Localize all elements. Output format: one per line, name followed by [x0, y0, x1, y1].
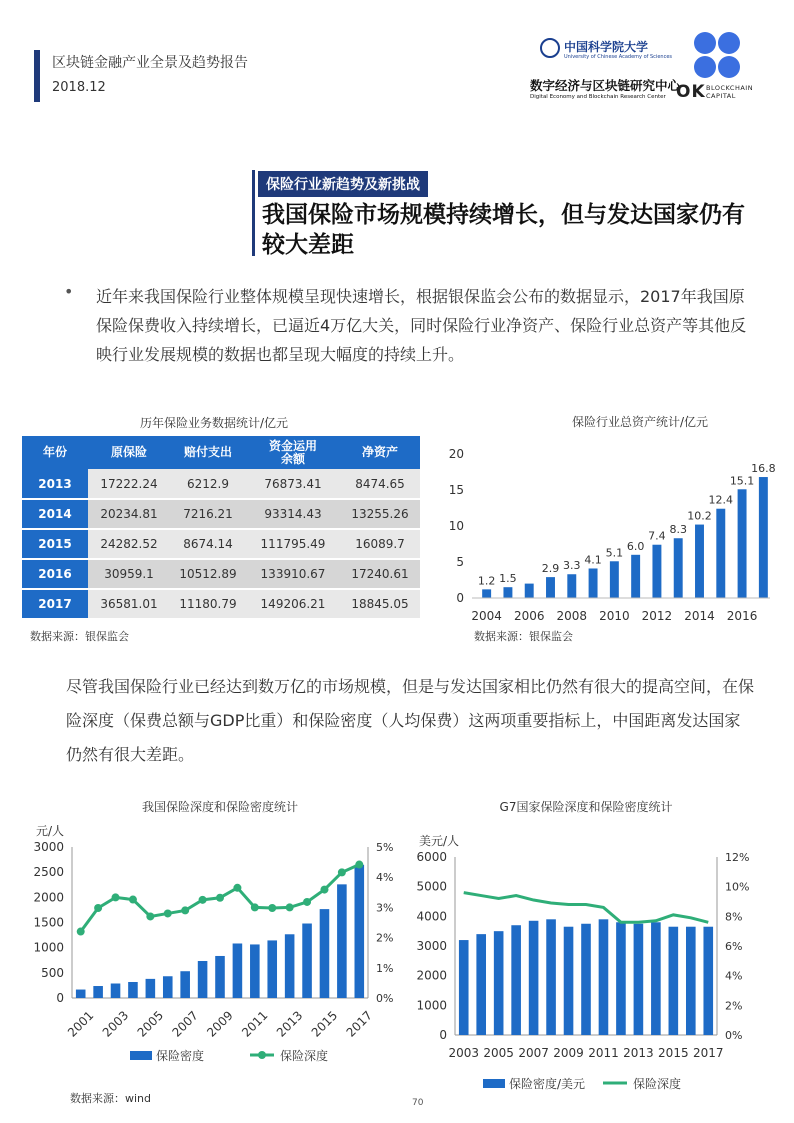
y-tick-label: 2000: [416, 968, 447, 983]
bar: [198, 961, 208, 998]
ok-sub-line2: CAPITAL: [706, 92, 736, 100]
bar: [674, 538, 683, 598]
line-point: [355, 861, 363, 869]
y-tick-label: 5: [456, 555, 464, 569]
y-tick-label: 500: [41, 965, 64, 980]
table-cell: 18845.05: [340, 589, 420, 619]
x-tick-label: 2013: [273, 1008, 306, 1040]
data-label: 12.4: [708, 493, 734, 507]
y2-tick-label: 3%: [376, 901, 394, 915]
bar: [652, 545, 661, 598]
table-header-cell: 净资产: [340, 436, 420, 469]
section-accent-line: [252, 170, 255, 256]
legend-label: 保险深度: [280, 1049, 329, 1063]
line-point: [268, 904, 276, 912]
x-tick-label: 2005: [134, 1008, 167, 1040]
bar: [634, 924, 644, 1035]
x-tick-label: 2013: [623, 1046, 654, 1060]
logo-dot-icon: [718, 32, 740, 54]
y-tick-label: 0: [56, 991, 64, 1005]
y2-tick-label: 2%: [725, 999, 743, 1013]
bar: [503, 587, 512, 598]
y-tick-label: 1000: [33, 940, 64, 955]
bar: [285, 934, 295, 998]
bar: [686, 927, 696, 1035]
y-axis-label: 美元/人: [419, 834, 460, 848]
y2-tick-label: 4%: [725, 969, 743, 983]
table-cell: 13255.26: [340, 499, 420, 529]
x-tick-label: 2007: [169, 1008, 201, 1040]
bar: [482, 589, 491, 598]
research-center-en: Digital Economy and Blockchain Research Center: [530, 94, 666, 100]
chart1-source: 数据来源：银保监会: [474, 630, 573, 643]
bar: [320, 909, 330, 998]
total-assets-chart: [430, 408, 780, 630]
bar: [355, 865, 365, 998]
bar: [76, 990, 86, 998]
x-tick-label: 2008: [556, 609, 588, 623]
y-tick-label: 3000: [33, 840, 64, 854]
data-label: 1.2: [477, 574, 496, 588]
bar: [567, 574, 576, 598]
data-label: 16.8: [751, 462, 776, 476]
data-label: 4.1: [584, 553, 602, 567]
data-label: 15.1: [729, 474, 755, 488]
y2-tick-label: 0%: [725, 1029, 743, 1042]
y2-tick-label: 5%: [376, 841, 394, 854]
bar: [616, 922, 626, 1035]
table-cell: 17240.61: [340, 559, 420, 589]
line-point: [164, 909, 172, 917]
bar: [738, 489, 747, 598]
logo-dot-icon: [694, 32, 716, 54]
y-tick-label: 5000: [416, 879, 447, 894]
table-cell: 7216.21: [170, 499, 246, 529]
y-tick-label: 4000: [416, 909, 447, 924]
bar: [250, 944, 260, 998]
section-title: 我国保险市场规模持续增长，但与发达国家仍有较大差距: [262, 202, 745, 258]
report-date: 2018.12: [52, 80, 106, 95]
legend-line-marker: [258, 1051, 266, 1059]
line-point: [199, 896, 207, 904]
logo-dot-icon: [694, 56, 716, 78]
bar: [581, 924, 591, 1035]
table-row: [22, 589, 420, 619]
y-tick-label: 3000: [416, 939, 447, 953]
y2-tick-label: 6%: [725, 940, 743, 953]
line-point: [146, 912, 154, 920]
table-cell: 30959.1: [88, 559, 170, 589]
x-tick-label: 2004: [471, 609, 502, 623]
table-title: 历年保险业务数据统计/亿元: [140, 416, 289, 430]
bar: [233, 943, 243, 998]
x-tick-label: 2011: [588, 1046, 619, 1060]
legend-label: 保险密度/美元: [509, 1077, 586, 1091]
line-point: [286, 903, 294, 911]
table-header-cell: 赔付支出: [170, 436, 246, 469]
x-tick-label: 2017: [692, 1046, 724, 1060]
legend-label: 保险密度: [156, 1049, 205, 1063]
bar: [631, 555, 640, 598]
bar: [610, 561, 619, 598]
table-year-cell: 2016: [22, 559, 88, 589]
table-cell: 76873.41: [246, 469, 340, 499]
bar: [128, 982, 138, 998]
y-tick-label: 10: [448, 519, 464, 533]
bar: [759, 477, 768, 598]
line-point: [94, 904, 102, 912]
x-tick-label: 2003: [448, 1046, 480, 1060]
bar: [525, 584, 534, 598]
bar: [546, 919, 556, 1035]
china-insurance-depth-density-chart: [20, 795, 410, 1075]
line-point: [112, 893, 120, 901]
x-tick-label: 2005: [483, 1046, 514, 1060]
line-point: [320, 886, 328, 894]
table-row: [22, 469, 420, 499]
bar: [529, 921, 539, 1035]
y2-tick-label: 4%: [376, 871, 394, 885]
line-point: [181, 906, 189, 914]
data-label: 10.2: [687, 509, 712, 523]
y2-tick-label: 2%: [376, 931, 394, 945]
data-label: 2.9: [541, 562, 560, 576]
wind-source: 数据来源：wind: [70, 1092, 152, 1105]
x-tick-label: 2009: [204, 1008, 236, 1040]
bar: [511, 925, 521, 1035]
x-tick-label: 2010: [599, 609, 630, 623]
data-label: 1.5: [499, 572, 517, 586]
y2-tick-label: 0%: [376, 992, 394, 1005]
bar: [302, 924, 312, 998]
bar: [589, 568, 598, 598]
line-point: [77, 928, 85, 936]
section-tag: 保险行业新趋势及新挑战: [258, 171, 428, 197]
ucas-name-en: University of Chinese Academy of Sciences: [564, 54, 672, 60]
y2-tick-label: 12%: [725, 851, 750, 864]
bar: [651, 922, 661, 1035]
table-cell: 6212.9: [170, 469, 246, 499]
bar: [180, 971, 190, 998]
y2-tick-label: 10%: [725, 880, 750, 894]
ucas-seal-icon: [540, 38, 560, 58]
bar: [564, 927, 574, 1035]
table-source: 数据来源：银保监会: [30, 630, 129, 643]
y-tick-label: 0: [439, 1028, 447, 1042]
table-cell: 24282.52: [88, 529, 170, 559]
legend-bar-swatch: [483, 1079, 505, 1088]
chart-title: G7国家保险深度和保险密度统计: [499, 800, 673, 814]
x-tick-label: 2011: [239, 1008, 271, 1040]
y-tick-label: 1000: [416, 998, 447, 1013]
line-point: [129, 896, 137, 904]
chart-title: 我国保险深度和保险密度统计: [141, 800, 299, 814]
x-tick-label: 2006: [513, 609, 545, 623]
table-header-text: 资金运用余额: [268, 438, 317, 466]
bar: [476, 934, 486, 1035]
x-tick-label: 2015: [658, 1046, 689, 1060]
research-center-cn: 数字经济与区块链研究中心: [530, 78, 681, 93]
table-cell: 133910.67: [246, 559, 340, 589]
chart1-title: 保险行业总资产统计/亿元: [571, 415, 709, 429]
line-point: [338, 868, 346, 876]
table-cell: 11180.79: [170, 589, 246, 619]
bar: [695, 525, 704, 598]
legend-label: 保险深度: [633, 1077, 682, 1091]
line-point: [303, 898, 311, 906]
ucas-name-cn: 中国科学院大学: [564, 40, 649, 54]
bullet-point: •: [64, 282, 74, 301]
x-tick-label: 2012: [641, 609, 673, 623]
table-cell: 93314.43: [246, 499, 340, 529]
bar: [163, 976, 173, 998]
y-tick-label: 20: [448, 447, 464, 461]
table-header-row: [22, 436, 420, 469]
bar: [337, 884, 347, 998]
body-paragraph-2: 尽管我国保险行业已经达到数万亿的市场规模，但是与发达国家相比仍然有很大的提高空间，在保险深度（保费总额与GDP比重）和保险密度（人均保费）这两项重要指标上，中国距离发达国家仍然有很大差距。: [66, 677, 755, 764]
y-tick-label: 2000: [33, 890, 64, 905]
page-number: 70: [412, 1098, 424, 1108]
x-tick-label: 2007: [518, 1046, 549, 1060]
line-point: [216, 894, 224, 902]
ok-wordmark: OK: [676, 82, 706, 102]
bar: [669, 927, 679, 1035]
header-accent-bar: [34, 50, 40, 102]
table-cell: 10512.89: [170, 559, 246, 589]
data-label: 6.0: [626, 539, 645, 553]
bar: [546, 577, 555, 598]
table-cell: 8474.65: [340, 469, 420, 499]
table-cell: 17222.24: [88, 469, 170, 499]
bar: [146, 979, 156, 998]
table-header-cell: 原保险: [88, 436, 170, 469]
table-year-cell: 2015: [22, 529, 88, 559]
line-point: [233, 884, 241, 892]
x-tick-label: 2003: [99, 1008, 132, 1040]
bar: [703, 927, 713, 1035]
x-tick-label: 2017: [343, 1008, 376, 1040]
series-line: [464, 893, 709, 923]
table-header-cell: [246, 436, 340, 469]
table-cell: 16089.7: [340, 529, 420, 559]
x-tick-label: 2015: [308, 1008, 341, 1040]
bar: [215, 956, 225, 998]
bar: [599, 919, 609, 1035]
g7-insurance-depth-density-chart: [405, 795, 785, 1095]
y-tick-label: 1500: [33, 915, 64, 930]
table-year-cell: 2017: [22, 589, 88, 619]
x-tick-label: 2009: [553, 1046, 584, 1060]
y-tick-label: 0: [456, 591, 464, 605]
x-tick-label: 2014: [684, 609, 715, 623]
y-tick-label: 2500: [33, 865, 64, 880]
table-year-cell: 2014: [22, 499, 88, 529]
y-axis-label: 元/人: [36, 824, 65, 838]
y2-tick-label: 8%: [725, 910, 743, 924]
data-label: 8.3: [669, 523, 687, 537]
ok-sub-line1: BLOCKCHAIN: [706, 84, 754, 92]
insurance-data-table: [22, 436, 420, 620]
data-label: 3.3: [563, 559, 581, 573]
bar: [494, 931, 504, 1035]
table-row: [22, 559, 420, 589]
bar: [111, 984, 121, 998]
report-title: 区块链金融产业全景及趋势报告: [52, 55, 248, 71]
bar: [716, 509, 725, 598]
ok-blockchain-logo: [676, 32, 766, 102]
body-paragraph-1: 近年来我国保险行业整体规模呈现快速增长，根据银保监会公布的数据显示，2017年我国原保险保费收入持续增长，已逼近4万亿大关，同时保险行业净资产、保险行业总资产等其他反映行业发展规模的数据也都呈现大幅度的持续上升。: [96, 287, 747, 364]
y2-tick-label: 1%: [376, 961, 394, 975]
table-row: [22, 529, 420, 559]
table-row: [22, 499, 420, 529]
x-tick-label: 2001: [64, 1008, 97, 1040]
bar: [93, 986, 103, 998]
x-tick-label: 2016: [726, 609, 758, 623]
table-cell: 20234.81: [88, 499, 170, 529]
y-tick-label: 6000: [416, 850, 447, 864]
table-year-cell: 2013: [22, 469, 88, 499]
table-cell: 149206.21: [246, 589, 340, 619]
bar: [459, 940, 469, 1035]
bar: [267, 940, 277, 998]
data-label: 5.1: [605, 546, 624, 560]
table-cell: 111795.49: [246, 529, 340, 559]
line-point: [251, 903, 259, 911]
table-header-cell: 年份: [22, 436, 88, 469]
legend-bar-swatch: [130, 1051, 152, 1060]
logo-dot-icon: [718, 56, 740, 78]
y-tick-label: 15: [448, 483, 464, 497]
data-label: 7.4: [648, 529, 666, 543]
table-cell: 8674.14: [170, 529, 246, 559]
ok-subtitle: [706, 84, 753, 100]
table-cell: 36581.01: [88, 589, 170, 619]
